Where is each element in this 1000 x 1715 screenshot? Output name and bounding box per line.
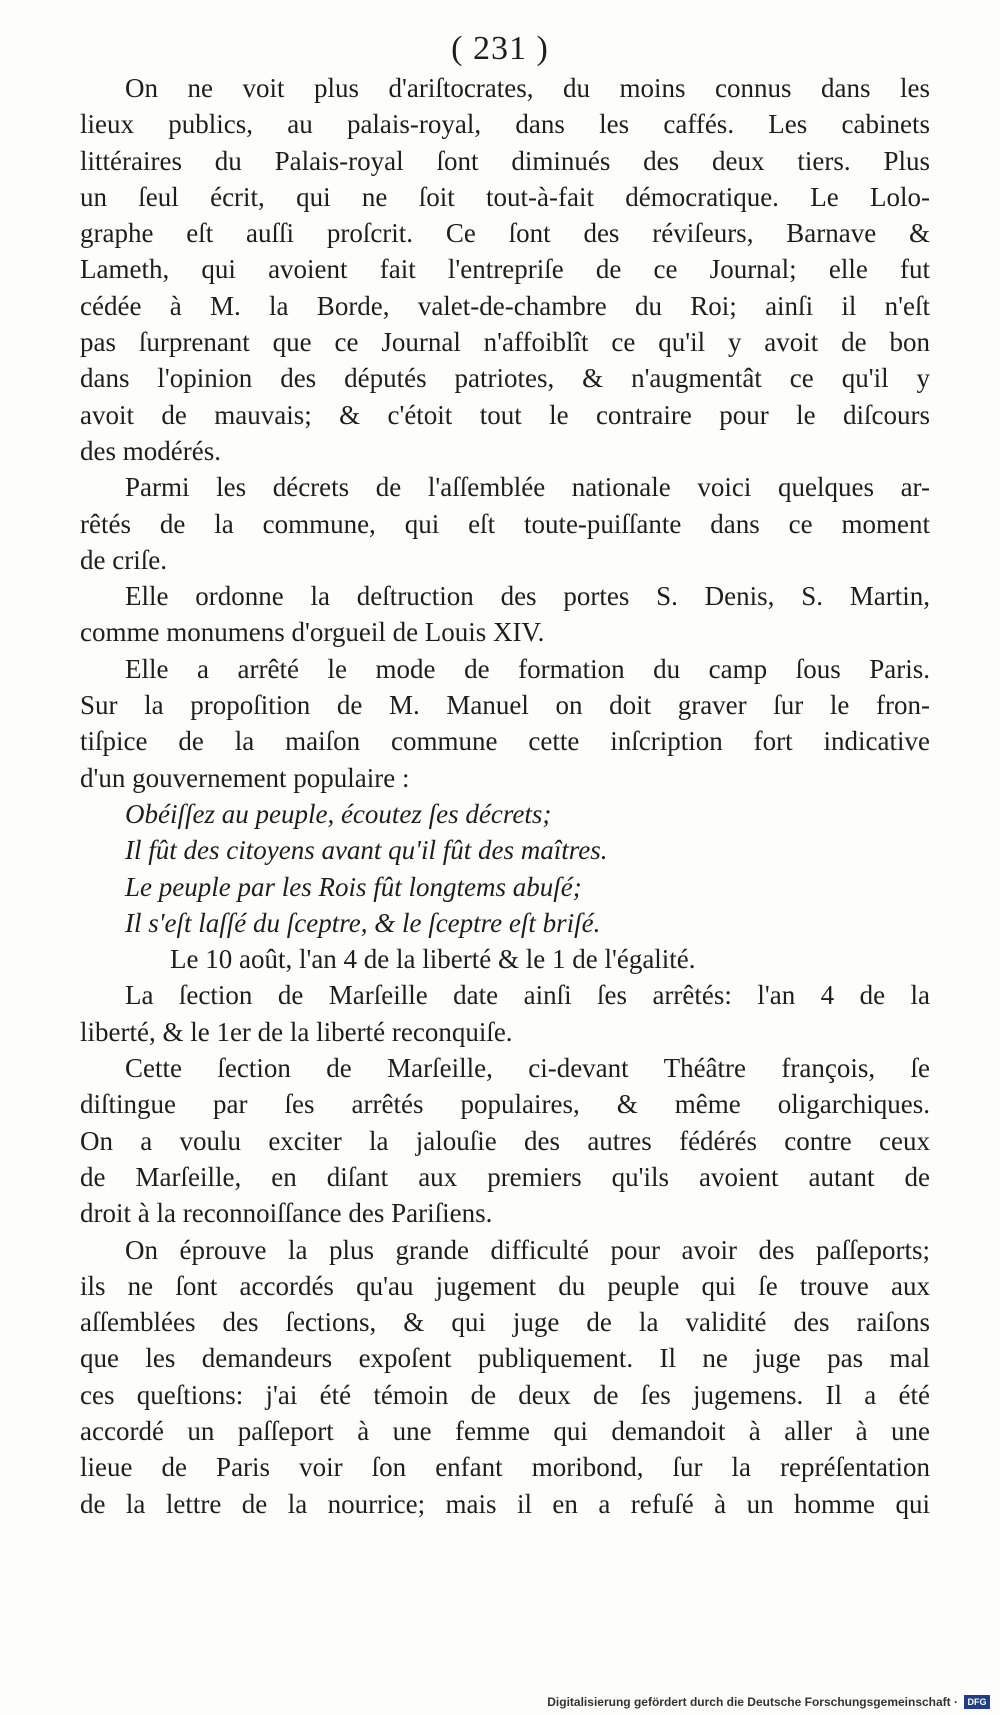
text-line: des modérés. [80, 435, 221, 466]
text-line: Le 10 août, l'an 4 de la liberté & le 1 de l'égalité. [170, 944, 696, 975]
text-line: comme monumens d'orgueil de Louis XIV. [80, 617, 545, 648]
text-line: un ſeul écrit, qui ne ſoit tout-à-fait démocratique. Le Lolo- [80, 181, 930, 212]
text-line: Cette ſection de Marſeille, ci-devant Théâtre françois, ſe [125, 1053, 930, 1084]
body-text [80, 70, 930, 1522]
text-line: Elle a arrêté le mode de formation du camp ſous Paris. [125, 653, 930, 684]
text-line: On éprouve la plus grande difficulté pour avoir des paſſeports; [125, 1234, 930, 1265]
text-line: Il s'eſt laſſé du ſceptre, & le ſceptre eſt briſé. [125, 907, 601, 938]
text-line: droit à la reconnoiſſance des Pariſiens. [80, 1198, 493, 1229]
text-line: Sur la propoſition de M. Manuel on doit graver ſur le fron- [80, 690, 930, 721]
text-line: graphe eſt auſſi proſcrit. Ce ſont des réviſeurs, Barnave & [80, 218, 930, 249]
text-line: de criſe. [80, 544, 167, 575]
text-line: Elle ordonne la deſtruction des portes S. Denis, S. Martin, [125, 581, 930, 612]
dfg-logo: DFG [964, 1695, 990, 1709]
page-number: ( 231 ) [451, 30, 549, 67]
text-line: Obéiſſez au peuple, écoutez ſes décrets; [125, 798, 552, 829]
text-line: ces queſtions: j'ai été témoin de deux de ſes jugemens. Il a été [80, 1379, 930, 1410]
text-line: cédée à M. la Borde, valet-de-chambre du Roi; ainſi il n'eſt [80, 290, 930, 321]
footer-credit [547, 1695, 990, 1709]
text-line: pas ſurprenant que ce Journal n'affoiblît ce qu'il y avoit de bon [80, 327, 930, 358]
text-line: de Marſeille, en diſant aux premiers qu'ils avoient autant de [80, 1161, 930, 1192]
text-line: que les demandeurs expoſent publiquement. Il ne juge pas mal [80, 1343, 930, 1374]
text-line: On ne voit plus d'ariſtocrates, du moins connus dans les [125, 73, 930, 103]
text-line: Parmi les décrets de l'aſſemblée nationale voici quelques ar- [125, 472, 930, 503]
text-line: de la lettre de la nourrice; mais il en a refuſé à un homme qui [80, 1488, 930, 1519]
text-line: liberté, & le 1er de la liberté reconquiſe. [80, 1016, 513, 1047]
text-line: tiſpice de la maiſon commune cette inſcription fort indicative [80, 726, 930, 757]
text-line: aſſemblées des ſections, & qui juge de la validité des raiſons [80, 1307, 930, 1338]
text-line: On a voulu exciter la jalouſie des autres fédérés contre ceux [80, 1125, 930, 1156]
text-line: ils ne ſont accordés qu'au jugement du peuple qui ſe trouve aux [80, 1270, 930, 1301]
text-line: lieue de Paris voir ſon enfant moribond, ſur la repréſentation [80, 1452, 930, 1483]
footer-text: Digitalisierung gefördert durch die Deutsche Forschungsgemeinschaft · [547, 1695, 958, 1709]
text-line: littéraires du Palais-royal ſont diminués des deux tiers. Plus [80, 145, 930, 176]
text-line: Le peuple par les Rois fût longtems abuſé; [125, 871, 582, 902]
text-line: La ſection de Marſeille date ainſi ſes arrêtés: l'an 4 de la [125, 980, 930, 1011]
text-line: dans l'opinion des députés patriotes, & n'augmentât ce qu'il y [80, 363, 930, 394]
text-line: d'un gouvernement populaire : [80, 762, 410, 793]
text-line: Lameth, qui avoient fait l'entrepriſe de ce Journal; elle fut [80, 254, 930, 285]
text-line: avoit de mauvais; & c'étoit tout le contraire pour le diſcours [80, 399, 930, 430]
text-line: lieux publics, au palais-royal, dans les caffés. Les cabinets [80, 109, 930, 140]
text-line: rêtés de la commune, qui eſt toute-puiſſante dans ce moment [80, 508, 930, 539]
text-line: Il fût des citoyens avant qu'il fût des maîtres. [125, 835, 608, 866]
text-line: diſtingue par ſes arrêtés populaires, & même oligarchiques. [80, 1089, 930, 1120]
text-line: accordé un paſſeport à une femme qui demandoit à aller à une [80, 1415, 930, 1446]
